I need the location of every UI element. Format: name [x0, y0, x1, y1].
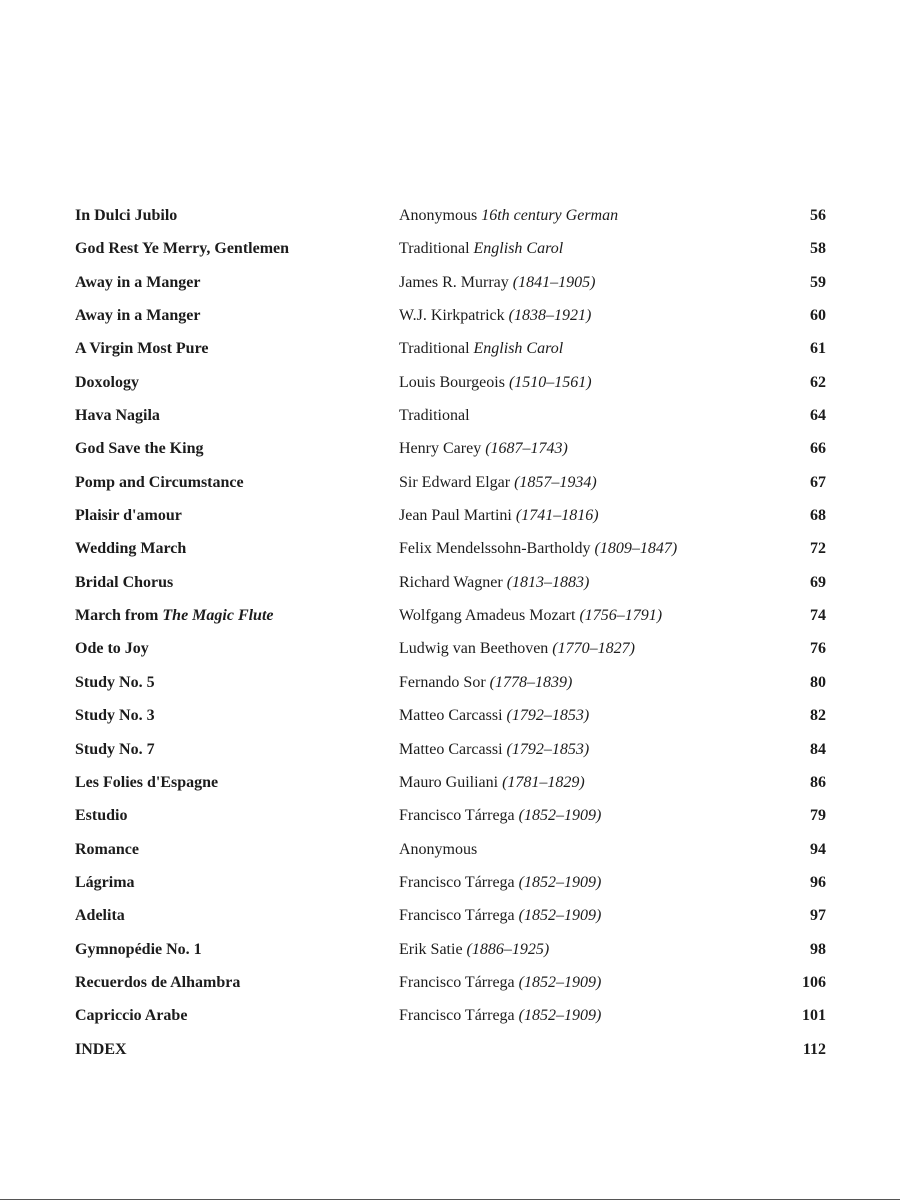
page-number: 66	[810, 440, 826, 458]
composer: Wolfgang Amadeus Mozart (1756–1791)	[399, 607, 663, 625]
page-number: 98	[810, 940, 826, 958]
page-number: 76	[810, 640, 826, 658]
song-title: Estudio	[75, 807, 128, 825]
index-title: INDEX	[75, 1040, 127, 1058]
toc-row	[75, 299, 826, 332]
song-title: Away in a Manger	[75, 307, 201, 325]
song-title: March from The Magic Flute	[75, 607, 274, 625]
composer: Traditional English Carol	[399, 340, 564, 358]
toc-row	[75, 466, 826, 499]
page-number: 97	[810, 907, 826, 925]
toc-row	[75, 366, 826, 399]
composer: W.J. Kirkpatrick (1838–1921)	[399, 307, 592, 325]
toc-row	[75, 733, 826, 766]
song-title: Pomp and Circumstance	[75, 473, 244, 491]
page-number: 84	[810, 740, 826, 758]
composer: Matteo Carcassi (1792–1853)	[399, 740, 590, 758]
page-number: 62	[810, 373, 826, 391]
composer: Francisco Tárrega (1852–1909)	[399, 807, 602, 825]
composer: Louis Bourgeois (1510–1561)	[399, 373, 592, 391]
composer: Traditional	[399, 407, 470, 425]
song-title: Bridal Chorus	[75, 573, 174, 591]
composer: Anonymous	[399, 840, 478, 858]
composer: Francisco Tárrega (1852–1909)	[399, 1007, 602, 1025]
composer: Francisco Tárrega (1852–1909)	[399, 907, 602, 925]
song-title: Study No. 3	[75, 707, 155, 725]
toc-row	[75, 199, 826, 232]
page-number: 96	[810, 873, 826, 891]
toc-row	[75, 399, 826, 432]
composer: Erik Satie (1886–1925)	[399, 940, 550, 958]
page-number: 112	[802, 1040, 826, 1058]
page-number: 60	[810, 307, 826, 325]
composer: James R. Murray (1841–1905)	[399, 273, 596, 291]
toc-row	[75, 899, 826, 932]
composer: Henry Carey (1687–1743)	[399, 440, 568, 458]
toc-row	[75, 632, 826, 665]
page-number: 56	[810, 207, 826, 224]
page-number: 64	[810, 407, 826, 425]
composer: Richard Wagner (1813–1883)	[399, 573, 590, 591]
composer: Felix Mendelssohn-Bartholdy (1809–1847)	[399, 540, 678, 558]
toc-row	[75, 966, 826, 999]
toc-row	[75, 766, 826, 799]
toc-row	[75, 866, 826, 899]
composer: Mauro Guiliani (1781–1829)	[399, 773, 585, 791]
page-number: 58	[810, 240, 826, 258]
toc-row	[75, 432, 826, 465]
toc-row	[75, 833, 826, 866]
toc-row	[75, 266, 826, 299]
song-title: Gymnopédie No. 1	[75, 940, 202, 958]
song-title: A Virgin Most Pure	[75, 340, 209, 358]
toc-row	[75, 999, 826, 1032]
page-number: 59	[810, 273, 826, 291]
composer: Francisco Tárrega (1852–1909)	[399, 973, 602, 991]
song-title: God Save the King	[75, 440, 204, 458]
page-number: 106	[802, 973, 826, 991]
song-title: Hava Nagila	[75, 407, 160, 425]
song-title: Recuerdos de Alhambra	[75, 973, 241, 991]
toc-row-index	[75, 1033, 826, 1066]
toc-row	[75, 532, 826, 565]
song-title: Les Folies d'Espagne	[75, 773, 219, 791]
toc-row	[75, 599, 826, 632]
page-number: 74	[810, 607, 826, 625]
toc-row	[75, 232, 826, 265]
toc-row	[75, 933, 826, 966]
composer: Matteo Carcassi (1792–1853)	[399, 707, 590, 725]
toc-row	[75, 499, 826, 532]
page-number: 72	[810, 540, 826, 558]
page-number: 79	[810, 807, 826, 825]
song-title: Away in a Manger	[75, 273, 201, 291]
page-number: 68	[810, 507, 826, 525]
page-number: 86	[810, 773, 826, 791]
song-title: God Rest Ye Merry, Gentlemen	[75, 240, 290, 258]
toc-row	[75, 332, 826, 365]
table-of-contents	[75, 199, 826, 1066]
page-number: 80	[810, 673, 826, 691]
composer: Sir Edward Elgar (1857–1934)	[399, 473, 597, 491]
toc-row	[75, 799, 826, 832]
page-number: 67	[810, 473, 826, 491]
page-number: 69	[810, 573, 826, 591]
composer: Anonymous 16th century German	[399, 207, 619, 224]
page-number: 82	[810, 707, 826, 725]
song-title: Plaisir d'amour	[75, 507, 182, 525]
song-title: Romance	[75, 840, 139, 858]
song-title: Ode to Joy	[75, 640, 149, 658]
song-title: Doxology	[75, 373, 139, 391]
page-number: 94	[810, 840, 826, 858]
composer: Fernando Sor (1778–1839)	[399, 673, 573, 691]
song-title: In Dulci Jubilo	[75, 207, 178, 224]
song-title: Study No. 5	[75, 673, 155, 691]
page-number: 61	[810, 340, 826, 358]
composer: Francisco Tárrega (1852–1909)	[399, 873, 602, 891]
page-number: 101	[802, 1007, 826, 1025]
toc-row	[75, 666, 826, 699]
composer: Ludwig van Beethoven (1770–1827)	[399, 640, 635, 658]
song-title: Study No. 7	[75, 740, 155, 758]
song-title: Capriccio Arabe	[75, 1007, 188, 1025]
song-title: Lágrima	[75, 873, 135, 891]
song-title: Adelita	[75, 907, 125, 925]
toc-row	[75, 566, 826, 599]
song-title: Wedding March	[75, 540, 187, 558]
composer: Traditional English Carol	[399, 240, 564, 258]
composer: Jean Paul Martini (1741–1816)	[399, 507, 599, 525]
toc-row	[75, 699, 826, 732]
